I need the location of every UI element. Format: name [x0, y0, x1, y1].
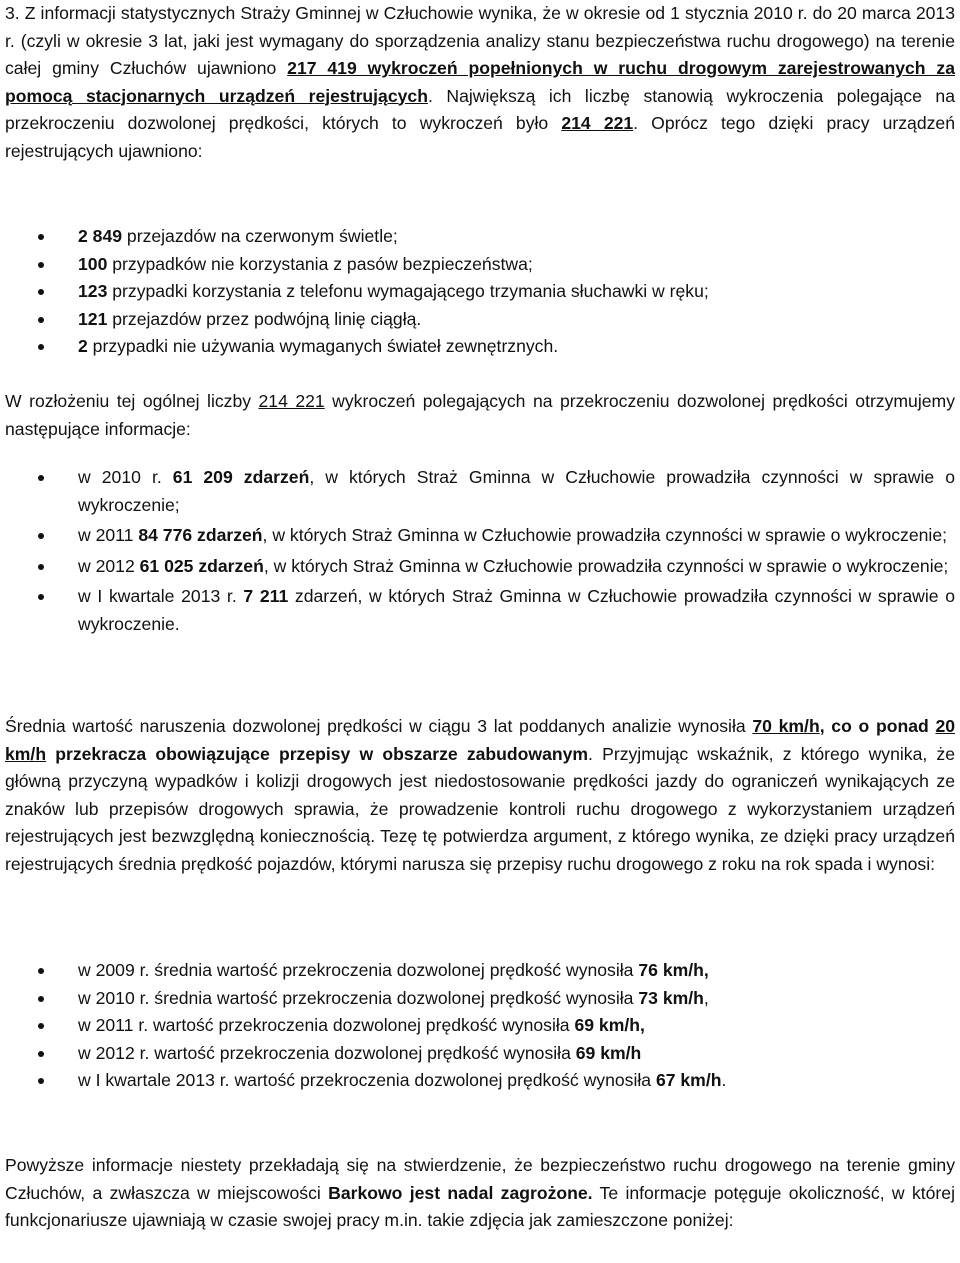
item-text: przypadki nie używania wymaganych świateł zewnętrznych. [87, 336, 559, 356]
text-segment: W rozłożeniu tej ogólnej liczby [5, 391, 259, 411]
item-text: przejazdów przez podwójną linię ciągłą. [107, 308, 422, 329]
text-segment: . Największą ich liczbę stanowią wykroczenia polegające na przekroczeniu dozwolonej prędkości, których to wykroczeń było [5, 85, 956, 133]
list-item [0, 306, 955, 334]
text-segment: przekracza obowiązujące przepisy w obszarze zabudowanym [46, 743, 589, 764]
list-item [0, 223, 955, 251]
item-punct: . [721, 1070, 727, 1090]
list-item [0, 1067, 955, 1095]
list-item [0, 464, 955, 519]
highlight-excess: 20 km/h [5, 716, 956, 764]
highlight-average: 70 km/h [752, 716, 820, 736]
text-segment: co o ponad [831, 716, 936, 736]
text-segment: Powyższe informacje niestety przekładają się na stwierdzenie, że bezpieczeństwo ruchu drogowego na terenie gminy Człuchów, a zwłaszcza w miejscowości [5, 1155, 955, 1203]
paragraph-breakdown [5, 388, 955, 443]
highlight-total-offences: 217 419 wykroczeń popełnionych w ruchu drogowym zarejestrowanych za pomocą stacjonarnych urządzeń rejestrujących [5, 58, 955, 106]
item-punct: , [703, 987, 709, 1008]
item-text: , w których Straż Gminna w Człuchowie prowadziła czynności w sprawie o wykroczenie; [262, 525, 947, 545]
item-number: 123 [78, 281, 108, 301]
item-text: , w których Straż Gminna w Człuchowie prowadziła czynności w sprawie o wykroczenie; [78, 467, 955, 515]
item-text: w 2011 r. wartość przekroczenia dozwolonej prędkość wynosiła [78, 1015, 575, 1035]
item-text: zdarzeń, w których Straż Gminna w Człuchowie prowadziła czynności w sprawie o wykroczenie. [78, 586, 955, 634]
list-item [0, 583, 955, 638]
item-speed: 69 km/h [575, 1042, 642, 1063]
text-segment: . Oprócz tego dzięki pracy urządzeń rejestrujących ujawniono: [5, 113, 955, 161]
item-text: przypadki korzystania z telefonu wymagającego trzymania słuchawki w ręku; [107, 281, 709, 301]
item-number: 121 [78, 308, 108, 329]
average-speed-list [0, 957, 955, 1095]
text-segment: Te informacje potęguje okoliczność, w której funkcjonariusze ujawniają w czasie swojej pracy m.in. takie zdjęcia jak zamieszczone poniżej: [5, 1182, 955, 1230]
item-number: 100 [78, 253, 108, 274]
text-segment: . Przyjmując wskaźnik, z którego wynika, że główną przyczyną wypadków i kolizji drogowych jest niedostosowanie prędkości jazdy do ograniczeń wynikających ze znaków lub przepisów drogowych sprawia, że prowadzenie kontroli ruchu drogowego z wykorzystaniem urządzeń rejestrujących jest bezwzględną koniecznością. Tezę tę potwierdza argument, z którego wynika, ze dzięki pracy urządzeń rejestrujących średnia prędkość pojazdów, którymi narusza się przepisy ruchu drogowego z roku na rok spada i wynosi: [5, 743, 955, 874]
item-speed: 76 km/h, [638, 960, 709, 980]
paragraph-average-speed [5, 713, 955, 878]
list-item [0, 333, 955, 361]
paragraph-conclusion [5, 1152, 955, 1235]
underlined-count: 214 221 [258, 391, 325, 411]
list-item [0, 522, 955, 550]
highlight-barkowo: Barkowo jest nadal zagrożone. [328, 1182, 593, 1203]
item-text: w 2009 r. średnia wartość przekroczenia dozwolonej prędkość wynosiła [78, 960, 639, 980]
item-text: , w których Straż Gminna w Człuchowie prowadziła czynności w sprawie o wykroczenie; [263, 555, 949, 576]
item-speed: 73 km/h [638, 987, 704, 1008]
text-segment: 3. Z informacji statystycznych Straży Gminnej w Człuchowie wynika, że w okresie od 1 stycznia 2010 r. do 20 marca 2013 r. (czyli w okresie 3 lat, jaki jest wymagany do sporządzenia analizy stanu bezpieczeństwa ruchu drogowego) na terenie całej gminy Człuchów ujawniono [5, 3, 955, 78]
item-count: 84 776 zdarzeń [138, 525, 263, 545]
text-segment: , [819, 716, 832, 736]
item-year: w 2012 [78, 555, 140, 576]
item-number: 2 [78, 336, 88, 356]
item-year: w 2010 r. [78, 467, 173, 487]
yearly-events-list [0, 464, 955, 638]
item-text: w 2012 r. wartość przekroczenia dozwolonej prędkość wynosiła [78, 1042, 576, 1063]
item-count: 61 025 zdarzeń [139, 555, 264, 576]
text-segment: Średnia wartość naruszenia dozwolonej prędkości w ciągu 3 lat poddanych analizie wynosiła [5, 716, 753, 736]
text-segment: wykroczeń polegających na przekroczeniu dozwolonej prędkości otrzymujemy następujące informacje: [5, 391, 955, 439]
offences-list [0, 223, 955, 361]
list-item [0, 251, 955, 279]
list-item [0, 985, 955, 1013]
item-text: przejazdów na czerwonym świetle; [122, 226, 398, 246]
item-text: w 2010 r. średnia wartość przekroczenia dozwolonej prędkość wynosiła [78, 987, 639, 1008]
highlight-speeding-count: 214 221 [561, 113, 634, 133]
item-year: w I kwartale 2013 r. [78, 586, 244, 606]
item-count: 61 209 zdarzeń [172, 467, 310, 487]
item-text: przypadków nie korzystania z pasów bezpieczeństwa; [107, 253, 533, 274]
list-item [0, 957, 955, 985]
item-count: 7 211 [243, 586, 289, 606]
paragraph-statistics [5, 0, 955, 165]
list-item [0, 553, 955, 581]
item-speed: 67 km/h [655, 1070, 722, 1090]
item-speed: 69 km/h, [574, 1015, 645, 1035]
item-text: w I kwartale 2013 r. wartość przekroczenia dozwolonej prędkość wynosiła [78, 1070, 656, 1090]
list-item [0, 278, 955, 306]
list-item [0, 1012, 955, 1040]
item-year: w 2011 [78, 525, 139, 545]
item-number: 2 849 [78, 226, 123, 246]
list-item [0, 1040, 955, 1068]
